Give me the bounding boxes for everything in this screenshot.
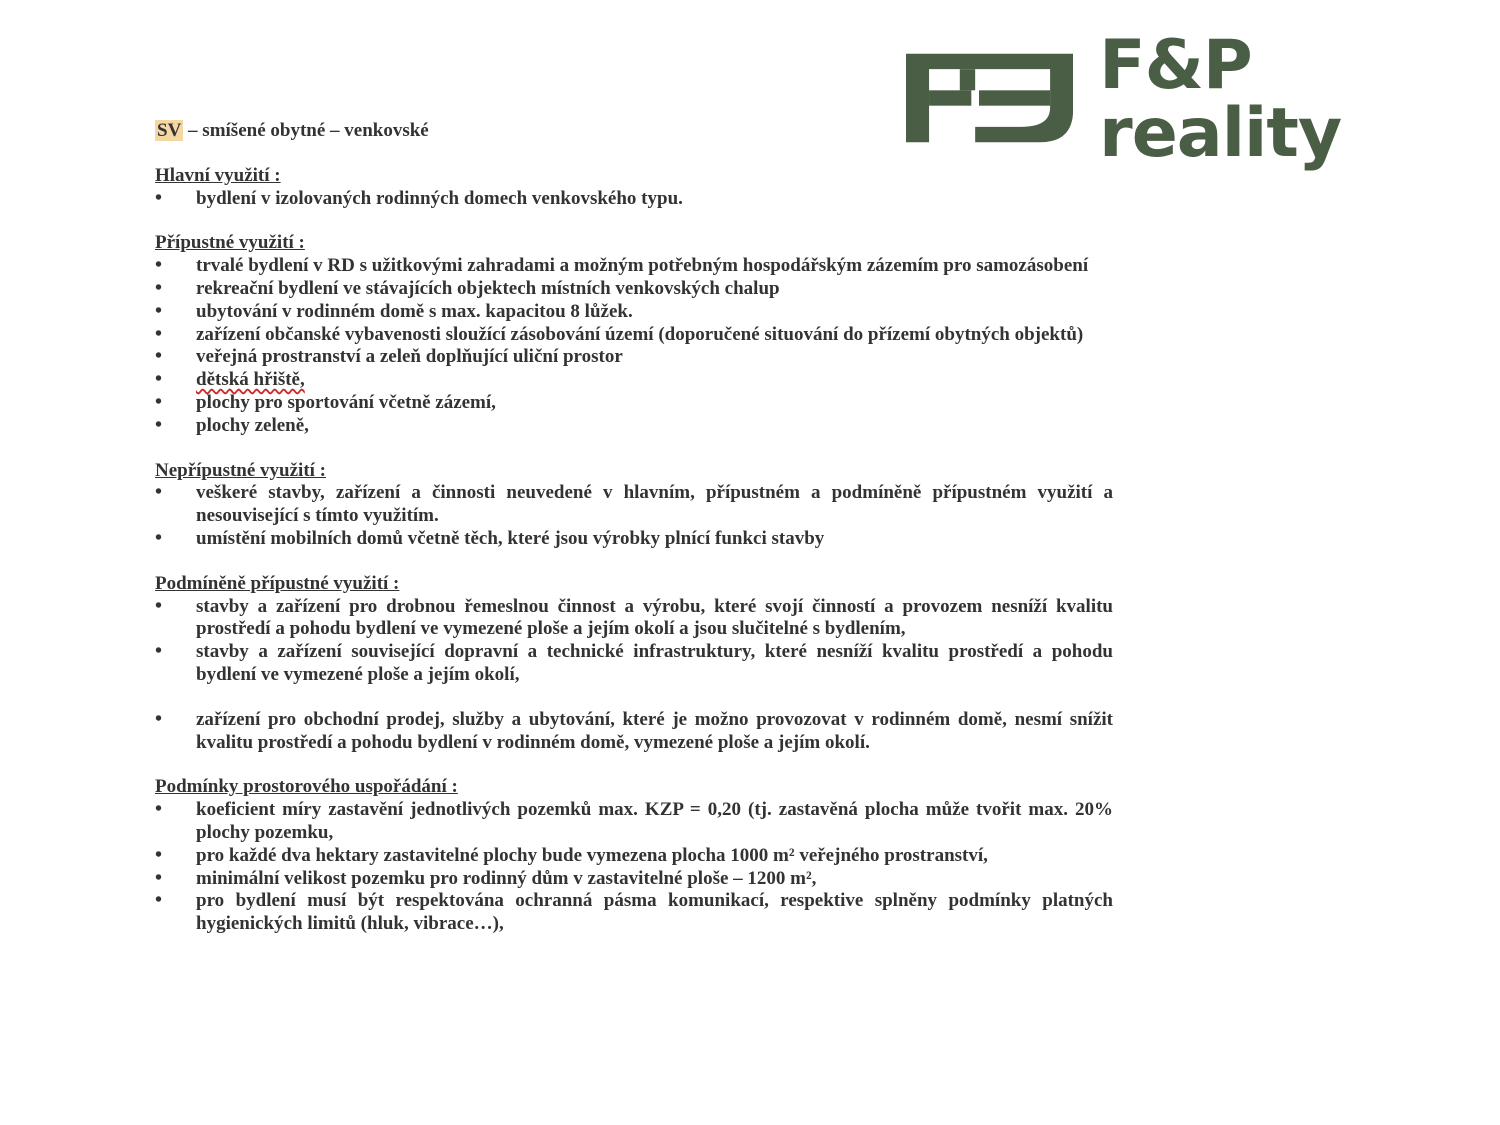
section-permitted-use — [155, 232, 1113, 437]
list-item: • ubytování v rodinném domě s max. kapacitou 8 lůžek. — [155, 301, 1113, 324]
section-prohibited-use — [155, 460, 1113, 551]
list-item: • minimální velikost pozemku pro rodinný dům v zastavitelné ploše – 1200 m², — [155, 868, 1113, 891]
zone-title: – smíšené obytné – venkovské — [183, 120, 429, 141]
list-item — [155, 369, 1113, 392]
item-list — [155, 188, 1113, 211]
list-item: • rekreační bydlení ve stávajících objektech místních venkovských chalup — [155, 278, 1113, 301]
section-heading: Nepřípustné využití : — [155, 459, 326, 481]
regulation-document — [155, 120, 1113, 958]
item-list — [155, 596, 1113, 755]
list-item: • stavby a zařízení pro drobnou řemeslnou činnost a výrobu, které svojí činností a provozem nesníží kvalitu prostředí a pohodu bydlení ve vymezené ploše a jejím okolí a jsou slučitelné s bydlením, — [155, 596, 1113, 642]
list-item: • pro bydlení musí být respektována ochranná pásma komunikací, respektive splněny podmínky platných hygienických limitů (hluk, vibrace…), — [155, 890, 1113, 936]
brand-name: F&P reality — [1099, 26, 1342, 173]
item-list — [155, 799, 1113, 936]
list-item: • koeficient míry zastavění jednotlivých pozemků max. KZP = 0,20 (tj. zastavěná plocha může tvořit max. 20% plochy pozemku, — [155, 799, 1113, 845]
section-heading: Přípustné využití : — [155, 232, 305, 254]
item-list — [155, 482, 1113, 550]
zone-code: SV — [157, 120, 182, 141]
list-item: • stavby a zařízení související dopravní a technické infrastruktury, které nesníží kvalitu prostředí a pohodu bydlení ve vymezené ploše a jejím okolí, — [155, 641, 1113, 687]
list-item: • zařízení pro obchodní prodej, služby a ubytování, které je možno provozovat v rodinném domě, nesmí snížit kvalitu prostředí a pohodu bydlení v rodinném domě, vymezené ploše a jejím okolí. — [155, 709, 1113, 755]
section-spatial-conditions — [155, 776, 1113, 936]
section-heading: Hlavní využití : — [155, 164, 281, 186]
list-item: • pro každé dva hektary zastavitelné plochy bude vymezena plocha 1000 m² veřejného prostranství, — [155, 845, 1113, 868]
document-title — [155, 120, 1113, 143]
section-heading: Podmíněně přípustné využití : — [155, 572, 400, 594]
section-conditional-use — [155, 573, 1113, 755]
list-item: • veškeré stavby, zařízení a činnosti neuvedené v hlavním, přípustném a podmíněně přípustném využití a nesouvisející s tímto využitím. — [155, 482, 1113, 528]
section-heading: Podmínky prostorového uspořádání : — [155, 776, 458, 798]
list-item: • plochy zeleně, — [155, 415, 1113, 438]
list-item: • plochy pro sportování včetně zázemí, — [155, 392, 1113, 415]
list-item: • veřejná prostranství a zeleň doplňující uliční prostor — [155, 346, 1113, 369]
item-list — [155, 255, 1113, 437]
list-item: • bydlení v izolovaných rodinných domech venkovského typu. — [155, 188, 1113, 211]
list-item-text: dětská hřiště, — [196, 369, 305, 391]
list-item: • zařízení občanské vybavenosti sloužící zásobování území (doporučené situování do přízemí obytných objektů) — [155, 324, 1113, 347]
list-item: • trvalé bydlení v RD s užitkovými zahradami a možným potřebným hospodářským zázemím pro samozásobení — [155, 255, 1113, 278]
section-main-use — [155, 165, 1113, 211]
list-item: • umístění mobilních domů včetně těch, které jsou výrobky plnící funkci stavby — [155, 528, 1113, 551]
